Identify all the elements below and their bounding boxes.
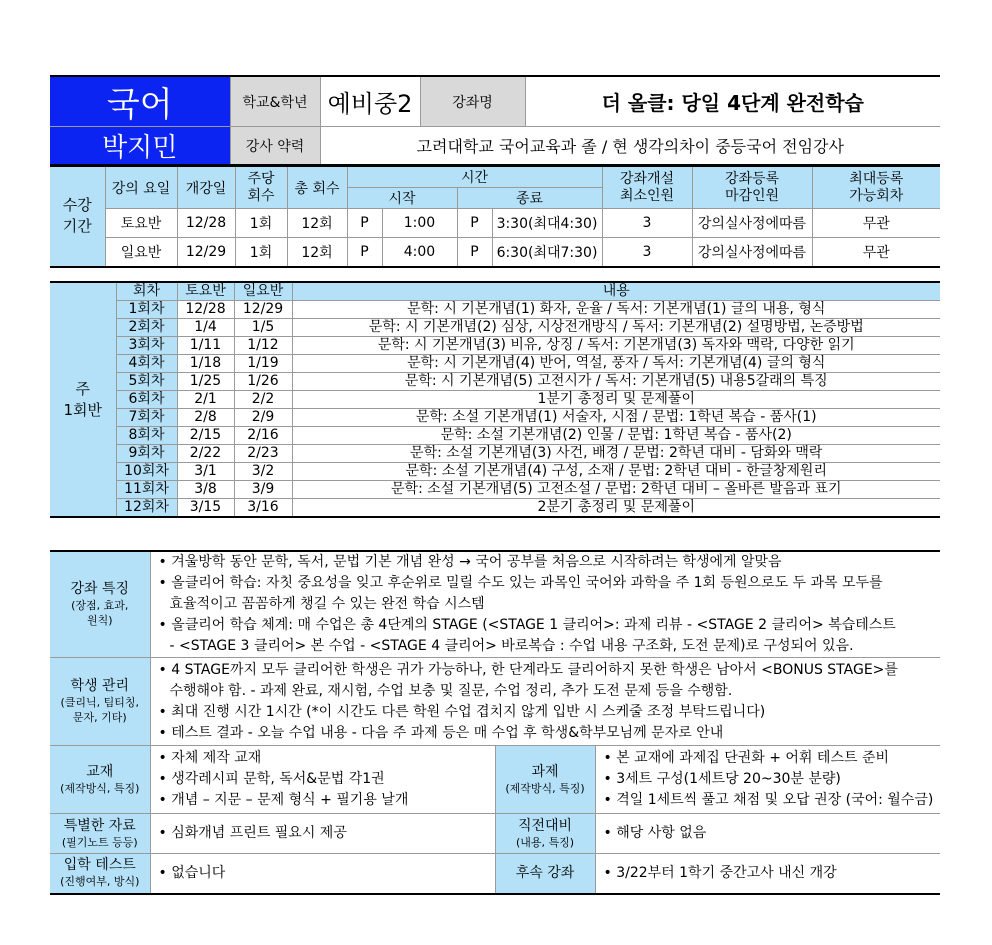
sunday-cell: 12/29 [234,301,292,319]
session-cell: 5회차 [116,373,177,391]
session-cell: 6회차 [116,391,177,409]
col-min-l2: 최소인원 [619,187,675,204]
saturday-cell: 1/25 [177,373,234,391]
col-deadline [692,166,812,209]
management-category [50,658,150,746]
course-name: 더 올클: 당일 4단계 완전학습 [525,76,940,127]
cell-end-time: 3:30(최대4:30) [492,209,602,238]
entrance-test-content: • 없습니다 [150,854,495,894]
session-cell: 10회차 [116,463,177,481]
schedule-row [50,445,940,463]
features-line: 효율적이고 꼼꼼하게 챙길 수 있는 완전 학습 시스템 [169,596,485,612]
schedule-row [50,391,940,409]
col-deadline-l2: 마감인원 [724,187,780,204]
saturday-cell: 2/22 [177,445,234,463]
schedule-row [50,463,940,481]
schedule-row [50,355,940,373]
col-total: 총 회수 [287,166,347,209]
cell-start: 12/29 [177,238,235,267]
schedule-row [50,427,940,445]
management-sub-2: 문자, 기타) [72,711,127,724]
saturday-cell: 3/1 [177,463,234,481]
content-cell: 문학: 시 기본개념(4) 반어, 역설, 풍자 / 독서: 기본개념(4) 글의 형식 [292,355,940,373]
homework-line: • 격일 1세트씩 풀고 채점 및 오답 권장 (국어: 월수금) [603,792,934,808]
session-cell: 7회차 [116,409,177,427]
schedule-label-line2: 1회반 [63,400,103,419]
teacher-bio: 고려대학교 국어교육과 졸 / 현 생각의차이 중등국어 전임강사 [416,137,844,156]
session-cell: 1회차 [116,301,177,319]
exam-prep-category [495,814,595,854]
saturday-cell: 3/15 [177,499,234,518]
textbook-content [150,746,495,814]
content-cell: 문학: 소설 기본개념(3) 사건, 배경 / 문법: 2학년 대비 - 담화와 맥락 [292,445,940,463]
entrance-test-category [50,854,150,894]
features-line: • 올클리어 학습: 자칫 중요성을 잊고 후순위로 밀릴 수도 있는 과목인 국어와 과학을 주 1회 등원으로도 두 과목 모두를 [158,575,883,591]
cell-start-time: 4:00 [382,238,457,267]
sunday-cell: 1/19 [234,355,292,373]
cell-weekly: 1회 [235,209,287,238]
textbook-line: • 개념 – 지문 – 문제 형식 + 필기용 날개 [158,792,409,808]
bio-label: 강사 약력 [230,127,320,166]
saturday-cell: 2/15 [177,427,234,445]
management-line: • 테스트 결과 - 오늘 수업 내용 - 다음 주 과제 등은 매 수업 후 학생&학부모님께 문자로 안내 [158,724,724,741]
course-label: 강좌명 [420,76,525,127]
textbook-line: • 생각레시피 문학, 독서&문법 각1권 [158,771,385,787]
textbook-label: 교재 [86,763,114,780]
saturday-cell: 1/18 [177,355,234,373]
col-max-l1: 최대등록 [849,170,904,187]
followup-content: • 3/22부터 1학기 중간고사 내신 개강 [595,854,940,894]
col-time: 시간 [347,166,602,188]
session-cell: 4회차 [116,355,177,373]
homework-line: • 3세트 구성(1세트당 20~30분 분량) [603,771,841,787]
col-weekly-l1: 주당 [247,170,275,187]
saturday-cell: 3/8 [177,481,234,499]
cell-start-p: P [347,209,382,238]
col-session: 회차 [116,282,177,301]
cell-start-p: P [347,238,382,267]
features-category [50,551,150,658]
materials-sub: (필기노트 등등) [61,835,138,849]
sunday-cell: 2/16 [234,427,292,445]
sunday-cell: 1/5 [234,319,292,337]
session-cell: 2회차 [116,319,177,337]
content-cell: 문학: 소설 기본개념(5) 고전소설 / 문법: 2학년 대비 – 올바른 발음과 표기 [292,481,940,499]
col-content: 내용 [292,282,940,301]
session-cell: 3회차 [116,337,177,355]
schedule-row [50,373,940,391]
schedule-row [50,481,940,499]
cell-min: 3 [602,238,692,267]
schedule-row [50,337,940,355]
features-label: 강좌 특징 [70,581,130,597]
saturday-cell: 12/28 [177,301,234,319]
grade-value: 예비중2 [320,76,420,127]
col-max-l2: 가능회차 [849,187,904,204]
entrance-test-sub: (진행여부, 방식) [60,875,140,889]
materials-category [50,814,150,854]
homework-line: • 본 교재에 과제집 단권화 + 어휘 테스트 준비 [603,750,889,766]
textbook-line: • 자체 제작 교재 [158,750,262,766]
content-cell: 문학: 소설 기본개념(4) 구성, 소재 / 문법: 2학년 대비 - 한글창제원리 [292,463,940,481]
content-cell: 문학: 소설 기본개념(2) 인물 / 문법: 1학년 복습 - 품사(2) [292,427,940,445]
grade-label: 학교&학년 [230,76,320,127]
sunday-cell: 3/16 [234,499,292,518]
content-cell: 문학: 시 기본개념(5) 고전시가 / 독서: 기본개념(5) 내용5갈래의 특징 [292,373,940,391]
col-weekly-l2: 회수 [247,187,275,204]
col-min-l1: 강좌개설 [619,170,675,187]
cell-max: 무관 [812,209,940,238]
saturday-cell: 2/1 [177,391,234,409]
col-time-end: 종료 [457,188,602,209]
schedule-row [50,499,940,518]
col-start-date: 개강일 [177,166,235,209]
content-cell: 2분기 총정리 및 문제풀이 [292,499,940,518]
cell-end-p: P [457,209,492,238]
materials-label: 특별한 자료 [63,817,136,834]
sunday-cell: 3/2 [234,463,292,481]
schedule-section-label [50,282,116,517]
homework-content [595,746,940,814]
features-sub-2: 원칙) [86,614,113,627]
exam-prep-content: • 해당 사항 없음 [595,814,940,854]
management-content [150,658,940,746]
features-content [150,551,940,658]
features-line: • 올클리어 학습 체계: 매 수업은 총 4단계의 STAGE (<STAGE 1 클리어>: 과제 리뷰 - <STAGE 2 클리어> 복습테스트 [158,617,896,633]
features-line: - <STAGE 3 클리어> 본 수업 - <STAGE 4 클리어> 바로복습 : 수업 내용 구조화, 도전 문제)로 구성되어 있음. [169,638,854,654]
content-cell: 문학: 시 기본개념(1) 화자, 운율 / 독서: 기본개념(1) 글의 내용, 형식 [292,301,940,319]
management-line: • 최대 진행 시간 1시간 (*이 시간도 다른 학원 수업 겹치지 않게 입반 시 스케줄 조정 부탁드립니다) [158,703,766,720]
homework-label: 과제 [531,763,559,780]
saturday-cell: 2/8 [177,409,234,427]
sunday-cell: 3/9 [234,481,292,499]
header-table [50,75,940,166]
sunday-cell: 1/12 [234,337,292,355]
content-cell: 문학: 소설 기본개념(1) 서술자, 시점 / 문법: 1학년 복습 - 품사(1) [292,409,940,427]
teacher-name: 박지민 [50,127,230,166]
sunday-cell: 1/26 [234,373,292,391]
homework-sub: (제작방식, 특징) [505,781,585,795]
sunday-cell: 2/23 [234,445,292,463]
cell-min: 3 [602,209,692,238]
col-day: 강의 요일 [105,166,177,209]
management-label: 학생 관리 [70,678,130,694]
materials-content: • 심화개념 프린트 필요시 제공 [150,814,495,854]
period-label-line1: 수강 [62,196,92,215]
col-deadline-l1: 강좌등록 [724,170,780,187]
schedule-row [50,301,940,319]
cell-end-time: 6:30(최대7:30) [492,238,602,267]
cell-deadline: 강의실사정에따름 [692,209,812,238]
management-sub-1: (클리닉, 팀티칭, [60,696,140,709]
period-row [50,209,940,238]
management-line: • 4 STAGE까지 모두 클리어한 학생은 귀가 가능하나, 한 단계라도 클리어하지 못한 학생은 남아서 <BONUS STAGE>를 [158,661,898,678]
cell-start: 12/28 [177,209,235,238]
textbook-category [50,746,150,814]
homework-category [495,746,595,814]
session-cell: 12회차 [116,499,177,518]
schedule-row [50,319,940,337]
exam-prep-sub: (내용, 특징) [515,835,575,849]
cell-day: 토요반 [105,209,177,238]
cell-deadline: 강의실사정에따름 [692,238,812,267]
cell-day: 일요반 [105,238,177,267]
subject-title: 국어 [50,76,230,127]
cell-total: 12회 [287,209,347,238]
col-time-start: 시작 [347,188,457,209]
sunday-cell: 2/9 [234,409,292,427]
col-min-people [602,166,692,209]
col-saturday: 토요반 [177,282,234,301]
cell-total: 12회 [287,238,347,267]
session-cell: 9회차 [116,445,177,463]
cell-start-time: 1:00 [382,209,457,238]
session-cell: 8회차 [116,427,177,445]
schedule-label-line1: 주 [75,379,90,398]
cell-end-p: P [457,238,492,267]
sunday-cell: 2/2 [234,391,292,409]
entrance-test-label: 입학 테스트 [63,857,136,874]
session-cell: 11회차 [116,481,177,499]
period-row [50,238,940,267]
saturday-cell: 1/4 [177,319,234,337]
col-max-sessions [812,166,940,209]
period-label-line2: 기간 [62,217,92,236]
saturday-cell: 1/11 [177,337,234,355]
cell-max: 무관 [812,238,940,267]
features-line: • 겨울방학 동안 문학, 독서, 문법 기본 개념 완성 → 국어 공부를 처음으로 시작하려는 학생에게 알맞음 [158,554,782,570]
content-cell: 1분기 총정리 및 문제풀이 [292,391,940,409]
info-table [50,550,940,895]
schedule-row [50,409,940,427]
cell-weekly: 1회 [235,238,287,267]
management-line: 수행해야 함. - 과제 완료, 재시험, 수업 보충 및 질문, 수업 정리, 추가 도전 문제 등을 수행함. [169,682,733,699]
col-weekly [235,166,287,209]
period-section-label [50,166,105,267]
period-table [50,165,940,268]
schedule-table [50,281,940,518]
followup-category: 후속 강좌 [495,854,595,894]
content-cell: 문학: 시 기본개념(3) 비유, 상징 / 독서: 기본개념(3) 독자와 맥락, 다양한 읽기 [292,337,940,355]
textbook-sub: (제작방식, 특징) [60,781,140,795]
exam-prep-label: 직전대비 [517,817,573,834]
content-cell: 문학: 시 기본개념(2) 심상, 시상전개방식 / 독서: 기본개념(2) 설명방법, 논증방법 [292,319,940,337]
features-sub-1: (장점, 효과, [71,599,129,612]
col-sunday: 일요반 [234,282,292,301]
